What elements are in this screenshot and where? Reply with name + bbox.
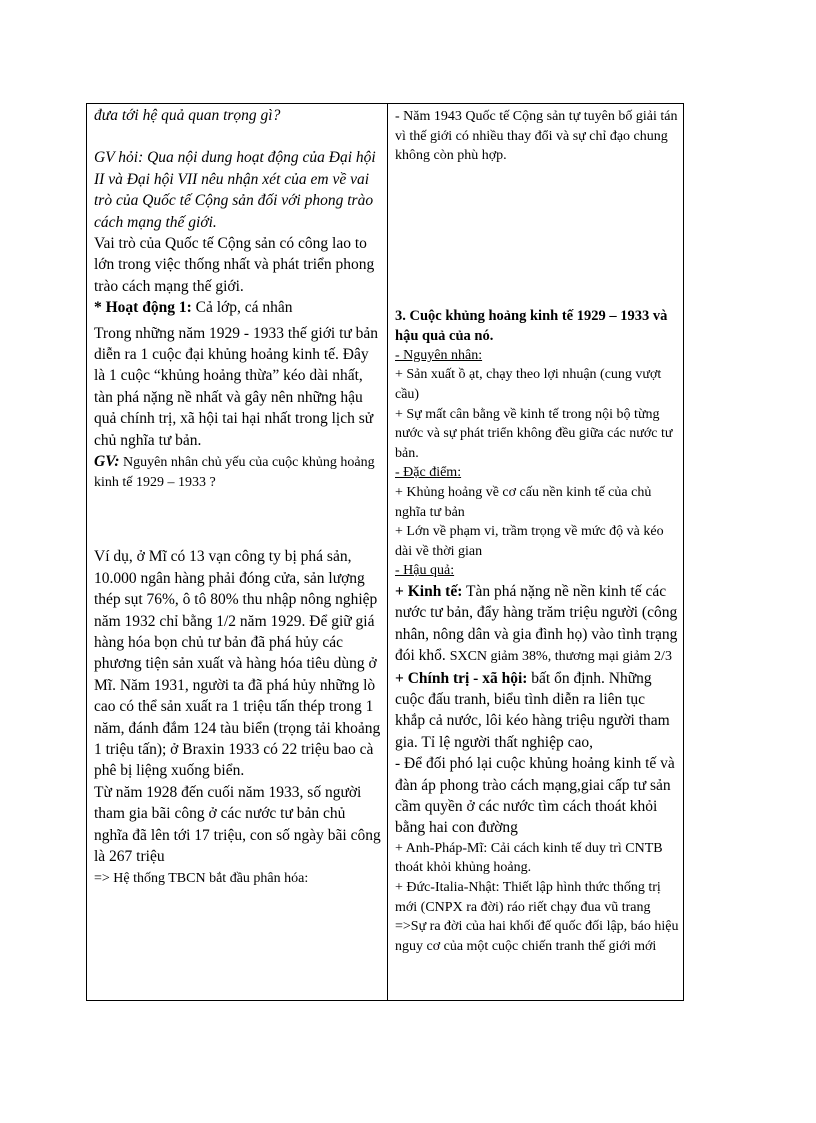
economy-label: + Kinh tế: bbox=[395, 582, 463, 600]
role-answer: Vai trò của Quốc tế Cộng sản có công lao to lớn trong việc thống nhất và phát triển phong trào cách mạng thế giới. bbox=[94, 235, 375, 295]
response-paragraph: - Để đối phó lại cuộc khủng hoảng kinh tế và đàn áp phong trào cách mạng,giai cấp tư sản cầm quyền ở các nước tìm cách thoát khỏi bằng hai con đường bbox=[395, 755, 675, 837]
intro-question: đưa tới hệ quả quan trọng gì? bbox=[94, 107, 281, 124]
content-column bbox=[388, 104, 683, 1000]
politics-text: bất ổn định. Những cuộc đấu tranh, biểu tình diễn ra liên tục khắp cả nước, lôi kéo hàng triệu người tham gia. Tỉ lệ người thất nghiệp cao, bbox=[395, 669, 670, 751]
dissolution-note: - Năm 1943 Quốc tế Cộng sản tự tuyên bố giải tán vì thế giới có nhiều thay đổi và sự chỉ đạo chung không còn phù hợp. bbox=[395, 109, 678, 164]
activity-text: Cả lớp, cá nhân bbox=[195, 299, 293, 317]
gv-text: Nguyên nhân chủ yếu của cuộc khủng hoảng kinh tế 1929 – 1933 ? bbox=[94, 455, 375, 490]
strike-paragraph: Từ năm 1928 đến cuối năm 1933, số người tham gia bãi công ở các nước tư bản chủ nghĩa đã lên tới 17 triệu, con số ngày bãi công là 267 triệu bbox=[94, 783, 381, 865]
features-heading: - Đặc điểm: bbox=[395, 465, 462, 481]
conclusion-line: => Hệ thống TBCN bắt đầu phân hóa: bbox=[94, 871, 309, 887]
feature-2: + Lớn về phạm vi, trầm trọng về mức độ và kéo dài về thời gian bbox=[395, 524, 664, 559]
path-2: + Đức-Italia-Nhật: Thiết lập hình thức thống trị mới (CNPX ra đời) ráo riết chạy đua vũ trang bbox=[395, 879, 661, 915]
crisis-intro: Trong những năm 1929 - 1933 thế giới tư bản diễn ra 1 cuộc đại khủng hoảng kinh tế. Đây là 1 cuộc “khủng hoảng thừa” kéo dài nhất, tàn phá nặng nề nhất và gây nên những hậu quả chính trị, xã hội tai hại nhất trong lịch sử chủ nghĩa tư bản. bbox=[94, 324, 379, 449]
lesson-table bbox=[86, 103, 684, 1001]
activity-line bbox=[94, 297, 381, 318]
politics-consequence bbox=[395, 668, 679, 754]
result-line: =>Sự ra đời của hai khối đế quốc đối lập, báo hiệu nguy cơ của một cuộc chiến tranh thế giới mới bbox=[395, 919, 679, 954]
consequences-heading: - Hậu quả: bbox=[395, 563, 455, 579]
gv-question-label: GV hỏi: bbox=[94, 149, 144, 167]
economy-consequence bbox=[395, 581, 679, 668]
section-title: 3. Cuộc khủng hoảng kinh tế 1929 – 1933 và hậu quả của nó. bbox=[395, 307, 668, 344]
cause-1: + Sản xuất ồ ạt, chạy theo lợi nhuận (cung vượt cầu) bbox=[395, 367, 662, 402]
economy-text: Tàn phá nặng nề nền kinh tế các nước tư bản, đẩy hàng trăm triệu người (công nhân, nông dân và gia đình họ) vào tình trạng đói khổ. bbox=[395, 582, 678, 665]
gv-question-text: Qua nội dung hoạt động của Đại hội II và Đại hội VII nêu nhận xét của em về vai trò của Quốc tế Cộng sản đối với phong trào cách mạng thế giới. bbox=[94, 149, 376, 231]
gv-cause-question bbox=[94, 452, 381, 492]
example-paragraph: Ví dụ, ở Mĩ có 13 vạn công ty bị phá sản, 10.000 ngân hàng phải đóng cửa, sản lượng thép sụt 76%, ô tô 80% thu nhập nông nghiệp năm 1932 chỉ bằng 1/2 năm 1929. Để giữ giá hàng hóa bọn chủ tư bản đã phá hủy các phương tiện sản xuất và hàng hóa tiêu dùng ở Mĩ. Năm 1931, người ta đã phá hủy những lò cao có thể sản xuất ra 1 triệu tấn thép trong 1 năm, đánh đắm 124 tàu biển (trọng tải khoảng 1 triệu tấn); ở Braxin 1933 có 22 triệu bao cà phê bị liệng xuống biển. bbox=[94, 548, 381, 780]
feature-1: + Khủng hoảng về cơ cấu nền kinh tế của chủ nghĩa tư bản bbox=[395, 484, 652, 520]
politics-label: + Chính trị - xã hội: bbox=[395, 669, 528, 687]
cause-2: + Sự mất cân bằng về kinh tế trong nội bộ từng nước và sự phát triển không đều giữa các nước tư bản. bbox=[395, 406, 673, 461]
economy-stats: SXCN giảm 38%, thương mại giảm 2/3 bbox=[449, 649, 672, 665]
gv-label: GV: bbox=[94, 453, 120, 471]
activity-label: * Hoạt động 1: bbox=[94, 299, 192, 317]
path-1: + Anh-Pháp-Mĩ: Cải cách kinh tế duy trì CNTB thoát khỏi khủng hoảng. bbox=[395, 840, 663, 876]
gv-question bbox=[94, 147, 381, 233]
causes-heading: - Nguyên nhân: bbox=[395, 347, 483, 363]
teacher-activity-column bbox=[87, 104, 387, 1000]
